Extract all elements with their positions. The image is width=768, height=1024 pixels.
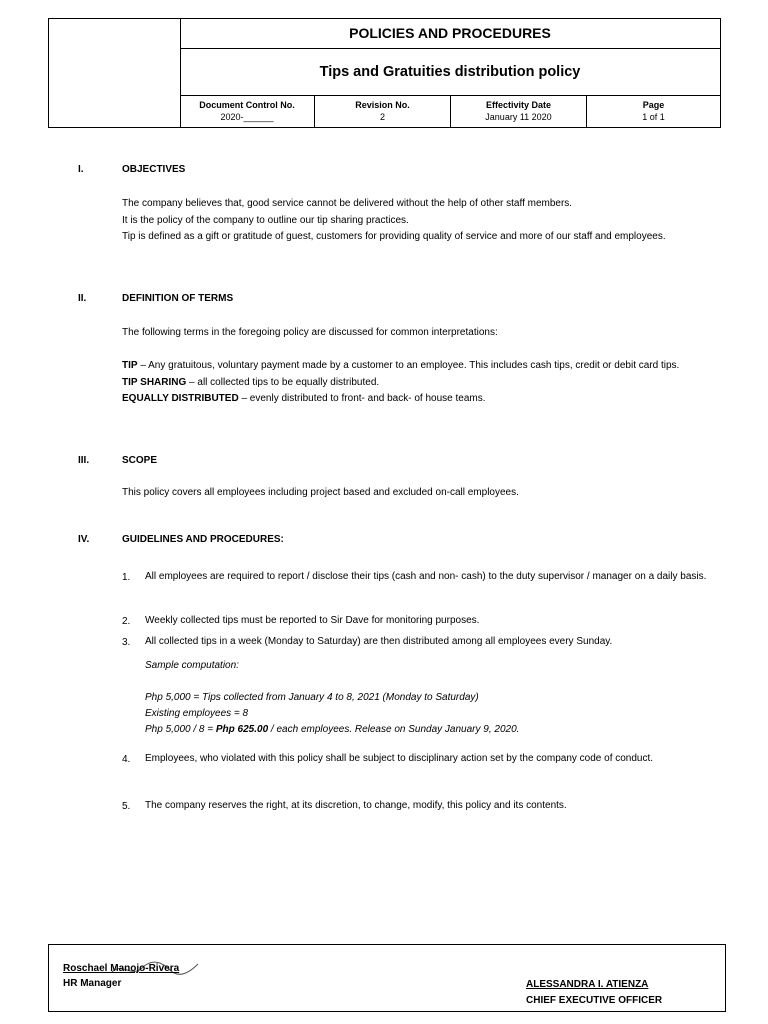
term-definition: – Any gratuitous, voluntary payment made by a customer to an employee. This includes cash tips, credit or debit card tips.: [137, 360, 680, 371]
doc-control-value: 2020-______: [220, 112, 274, 122]
section-number-scope: III.: [78, 455, 90, 466]
document-header-table: [48, 18, 721, 128]
doc-control-cell: [180, 96, 315, 127]
term-label: EQUALLY DISTRIBUTED: [122, 393, 239, 404]
objectives-line: Tip is defined as a gift or gratitude of guest, customers for providing quality of service and more of our staff and employees.: [122, 231, 666, 242]
section-title-guidelines: GUIDELINES AND PROCEDURES:: [122, 534, 284, 545]
sample-line: Php 5,000 = Tips collected from January 4 to 8, 2021 (Monday to Saturday): [145, 692, 479, 703]
page-label: Page: [642, 100, 665, 110]
logo-cell: [49, 19, 181, 127]
effectivity-value: January 11 2020: [485, 112, 552, 122]
guideline-item: All collected tips in a week (Monday to Saturday) are then distributed among all employees every Sunday.: [145, 636, 613, 647]
revision-label: Revision No.: [355, 100, 410, 110]
sample-spacer: [145, 674, 714, 690]
section-number-guidelines: IV.: [78, 534, 90, 545]
guideline-item: Employees, who violated with this policy shall be subject to disciplinary action set by the company code of conduct.: [145, 753, 654, 764]
section-title-objectives: OBJECTIVES: [122, 164, 186, 175]
term-definition: – evenly distributed to front- and back- of house teams.: [238, 393, 486, 404]
section-number-objectives: I.: [78, 164, 84, 175]
sample-line: Existing employees = 8: [145, 708, 249, 719]
guideline-item: Weekly collected tips must be reported to Sir Dave for monitoring purposes.: [145, 615, 480, 626]
definitions-list: [122, 358, 714, 408]
term-definition: – all collected tips to be equally distributed.: [186, 376, 380, 388]
guideline-number: 1.: [122, 572, 131, 583]
definition-equally-distributed: [122, 391, 714, 408]
guideline-item: All employees are required to report / disclose their tips (cash and non- cash) to the duty supervisor / manager on a daily basis.: [145, 571, 707, 582]
term-label: TIP: [122, 360, 138, 371]
revision-cell: [315, 96, 451, 127]
section-title-definitions: DEFINITION OF TERMS: [122, 293, 234, 304]
ceo-title: CHIEF EXECUTIVE OFFICER: [526, 995, 663, 1006]
page-cell: [587, 96, 720, 127]
scope-body: This policy covers all employees including project based and excluded on-call employees.: [122, 487, 519, 498]
objectives-line: The company believes that, good service cannot be delivered without the help of other staff members.: [122, 198, 573, 209]
revision-value: 2: [379, 112, 385, 122]
doc-control-label: Document Control No.: [199, 100, 295, 110]
definitions-intro: The following terms in the foregoing policy are discussed for common interpretations:: [122, 327, 498, 338]
section-title-scope: SCOPE: [122, 455, 158, 466]
policy-title: Tips and Gratuities distribution policy: [180, 49, 720, 96]
sample-computation: [145, 658, 714, 738]
hr-manager-title: HR Manager: [63, 978, 122, 989]
guideline-number: 2.: [122, 616, 131, 627]
header-title: POLICIES AND PROCEDURES: [180, 19, 720, 49]
definition-tip: [122, 358, 714, 375]
guideline-number: 5.: [122, 801, 131, 812]
sample-release-note: / each employees. Release on Sunday January 9, 2020.: [268, 724, 520, 735]
sample-result: Php 625.00: [215, 724, 269, 735]
sample-line: [145, 722, 714, 738]
objectives-body: [122, 196, 714, 246]
definition-tip-sharing: [122, 375, 714, 392]
guideline-item: The company reserves the right, at its discretion, to change, modify, this policy and its contents.: [145, 800, 567, 811]
guideline-number: 3.: [122, 637, 131, 648]
guideline-number: 4.: [122, 754, 131, 765]
header-info-row: [180, 96, 720, 127]
objectives-line: It is the policy of the company to outline our tip sharing practices.: [122, 214, 409, 226]
sample-formula: Php 5,000 / 8 =: [145, 724, 216, 735]
effectivity-label: Effectivity Date: [485, 100, 552, 110]
term-label: TIP SHARING: [122, 376, 187, 388]
sample-heading: Sample computation:: [145, 660, 239, 671]
ceo-name: ALESSANDRA I. ATIENZA: [526, 979, 649, 990]
effectivity-cell: [451, 96, 587, 127]
hr-manager-name: Roschael Manojo-Rivera: [63, 963, 180, 974]
section-number-definitions: II.: [78, 293, 87, 304]
page-value: 1 of 1: [642, 112, 665, 122]
